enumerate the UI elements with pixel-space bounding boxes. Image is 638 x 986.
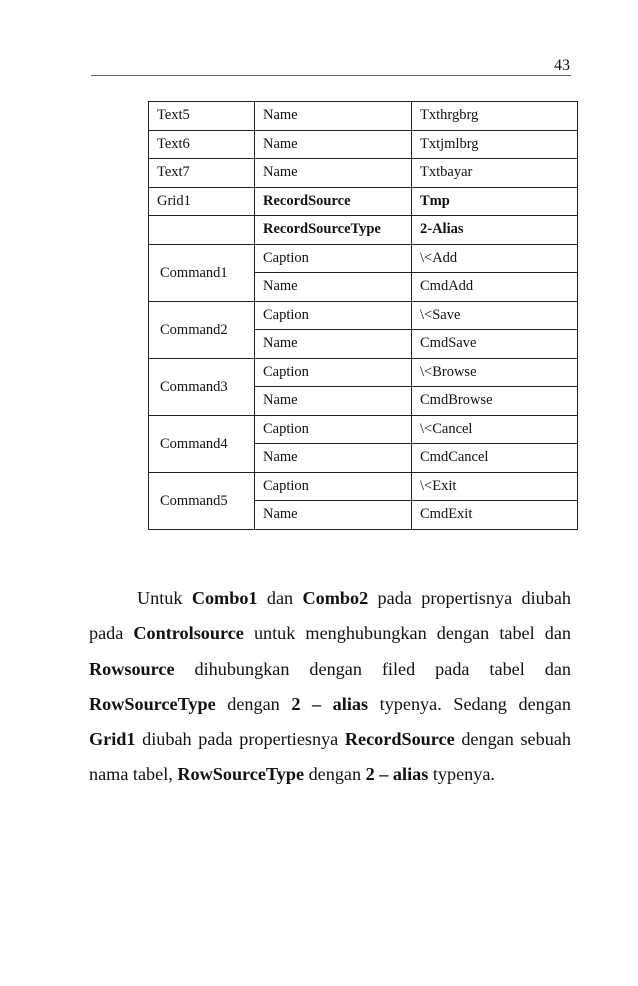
object-cell: Text7 <box>149 159 255 188</box>
bold-term: 2 – alias <box>291 693 369 714</box>
property-cell: Name <box>255 444 412 473</box>
object-cell: Grid1 <box>149 187 255 216</box>
property-cell: Name <box>255 387 412 416</box>
table-row <box>149 102 578 131</box>
property-cell: Name <box>255 102 412 131</box>
text-span: diubah pada propertiesnya <box>135 729 345 749</box>
text-span: typenya. Sedang dengan <box>368 693 571 714</box>
bold-term: 2 – alias <box>365 764 429 785</box>
text-span: dengan <box>304 764 366 785</box>
text-span: dan <box>257 588 303 609</box>
bold-term: Combo1 <box>191 588 258 609</box>
command-object-cell: Command1 <box>149 244 255 301</box>
bold-term: Grid1 <box>89 729 136 749</box>
value-cell: CmdExit <box>412 501 578 530</box>
value-cell: CmdSave <box>412 330 578 359</box>
table-row <box>149 415 578 444</box>
body-paragraph <box>89 581 571 792</box>
bold-term: RecordSource <box>344 729 455 749</box>
value-cell: CmdCancel <box>412 444 578 473</box>
property-cell: Name <box>255 130 412 159</box>
value-cell: \<Browse <box>412 358 578 387</box>
bold-term: RowSourceType <box>177 764 305 785</box>
header-rule <box>91 75 571 76</box>
table-row <box>149 472 578 501</box>
value-cell: Tmp <box>412 187 578 216</box>
value-cell: Txtbayar <box>412 159 578 188</box>
property-cell: Caption <box>255 244 412 273</box>
table-row <box>149 187 578 216</box>
property-cell: Caption <box>255 301 412 330</box>
object-cell: Text5 <box>149 102 255 131</box>
table-row <box>149 301 578 330</box>
property-cell: Name <box>255 159 412 188</box>
table-row <box>149 130 578 159</box>
property-cell: Caption <box>255 472 412 501</box>
command-object-cell: Command5 <box>149 472 255 529</box>
command-object-cell: Command4 <box>149 415 255 472</box>
value-cell: Txthrgbrg <box>412 102 578 131</box>
page-number: 43 <box>554 57 570 74</box>
text-span: dengan <box>215 693 292 714</box>
property-cell: Name <box>255 330 412 359</box>
table-row <box>149 216 578 245</box>
property-cell: Name <box>255 273 412 302</box>
value-cell: CmdBrowse <box>412 387 578 416</box>
command-object-cell: Command2 <box>149 301 255 358</box>
property-cell: Caption <box>255 415 412 444</box>
object-cell <box>149 216 255 245</box>
property-cell: Caption <box>255 358 412 387</box>
bold-term: RowSourceType <box>89 693 216 714</box>
value-cell: \<Cancel <box>412 415 578 444</box>
value-cell: CmdAdd <box>412 273 578 302</box>
bold-term: Combo2 <box>302 588 369 609</box>
value-cell: \<Exit <box>412 472 578 501</box>
value-cell: 2-Alias <box>412 216 578 245</box>
properties-table <box>148 101 578 530</box>
value-cell: \<Save <box>412 301 578 330</box>
table-row <box>149 358 578 387</box>
property-cell: RecordSourceType <box>255 216 412 245</box>
property-cell: RecordSource <box>255 187 412 216</box>
bold-term: Controlsource <box>133 623 244 644</box>
text-span: pada propertisnya diubah pada <box>89 588 572 644</box>
text-span: Untuk <box>137 588 192 609</box>
command-object-cell: Command3 <box>149 358 255 415</box>
table-row <box>149 244 578 273</box>
text-span: untuk menghubungkan dengan tabel dan <box>243 623 571 644</box>
property-cell: Name <box>255 501 412 530</box>
value-cell: \<Add <box>412 244 578 273</box>
bold-term: Rowsource <box>89 658 175 679</box>
table-row <box>149 159 578 188</box>
object-cell: Text6 <box>149 130 255 159</box>
text-span: dihubungkan dengan filed pada tabel dan <box>174 658 571 679</box>
text-span: typenya. <box>428 764 495 785</box>
value-cell: Txtjmlbrg <box>412 130 578 159</box>
text-span: dengan sebuah nama tabel, <box>89 729 571 785</box>
